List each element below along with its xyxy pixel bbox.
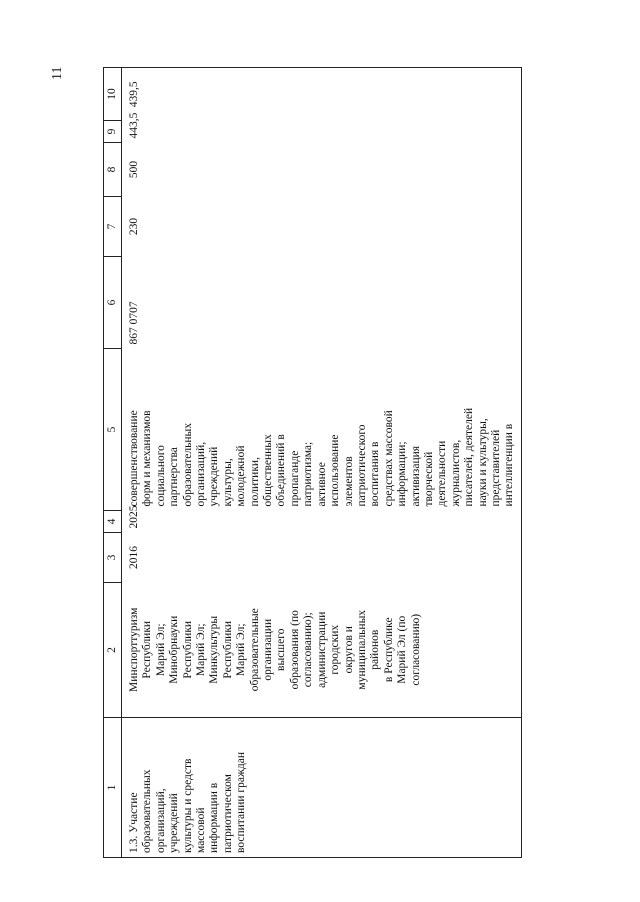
cell-line: общественных xyxy=(262,434,275,507)
cell-line: Минобрнауки xyxy=(168,615,181,684)
start-year-cell: 2016 xyxy=(122,533,522,583)
cell-line: образовательных xyxy=(141,769,154,853)
cell-line: воспитании граждан xyxy=(235,751,248,853)
cell-line: Марий Эл; xyxy=(195,623,208,677)
program-table xyxy=(103,67,522,858)
column-header-8: 8 xyxy=(104,143,122,197)
rotated-table-container xyxy=(103,68,543,858)
end-year-cell: 2025 xyxy=(122,511,522,533)
cell-line: округов и xyxy=(342,626,355,674)
cell-line: представителей xyxy=(489,429,502,507)
column-header-4: 4 xyxy=(104,511,122,533)
cell-line: использование xyxy=(329,434,342,507)
table-row xyxy=(122,68,522,858)
cell-line: муниципальных xyxy=(355,609,368,690)
cell-line: Марий Эл; xyxy=(235,623,248,677)
cell-line: учреждений xyxy=(208,446,221,507)
budget-code-cell: 867 0707 xyxy=(122,257,522,349)
cell-line: Марий Эл; xyxy=(154,623,167,677)
cell-line: районов xyxy=(369,629,382,670)
cell-line: городских xyxy=(329,624,342,675)
column-header-9: 9 xyxy=(104,121,122,143)
cell-line: согласованию); xyxy=(302,612,315,688)
amount-cell-8: 500 xyxy=(122,143,522,197)
cell-line: Республики xyxy=(181,620,194,679)
cell-line: 1.3. Участие xyxy=(128,792,140,853)
amount-cell-9: 443,5 xyxy=(122,121,522,143)
cell-line: Марий Эл (по xyxy=(396,615,409,684)
cell-line: организаций, xyxy=(195,441,208,507)
column-number-row xyxy=(104,68,122,858)
cell-line: элементов xyxy=(342,456,355,507)
column-header-5: 5 xyxy=(104,349,122,511)
column-header-6: 6 xyxy=(104,257,122,349)
cell-line: деятельности xyxy=(436,440,449,507)
cell-line: интеллигенции в xyxy=(503,423,516,507)
column-header-2: 2 xyxy=(104,583,122,718)
cell-line: социального xyxy=(154,445,167,507)
cell-line: информации; xyxy=(396,441,409,507)
cell-line: администрации xyxy=(315,611,328,688)
cell-line: образования (по xyxy=(288,610,301,690)
cell-line: массовой xyxy=(195,807,208,853)
responsible-executors-cell xyxy=(122,583,522,718)
cell-line: культуры, xyxy=(221,458,234,507)
column-header-10: 10 xyxy=(104,68,122,121)
cell-line: средствах массовой xyxy=(382,410,395,507)
amount-cell-7: 230 xyxy=(122,197,522,257)
cell-line: культуры и средств xyxy=(181,758,194,853)
cell-line: в Республике xyxy=(382,617,395,683)
cell-line: информации в xyxy=(208,782,221,853)
cell-line: творческой xyxy=(422,451,435,507)
column-header-1: 1 xyxy=(104,718,122,858)
cell-line: Минспорттуризм xyxy=(128,607,140,692)
cell-line: организации xyxy=(262,618,275,681)
cell-line: писателей, деятелей xyxy=(463,407,476,507)
cell-line: Минкультуры xyxy=(208,615,221,684)
page-number: 11 xyxy=(50,66,65,80)
cell-line: активное xyxy=(315,462,328,507)
cell-line: журналистов, xyxy=(449,439,462,507)
cell-line: молодежной xyxy=(235,445,248,507)
cell-line: согласованию) xyxy=(409,613,422,686)
measure-name-cell xyxy=(122,718,522,858)
cell-line: патриотизма; xyxy=(302,441,315,507)
expected-result-cell xyxy=(122,349,522,511)
cell-line: Республики xyxy=(221,620,234,679)
cell-line: партнерства xyxy=(168,447,181,507)
cell-line: совершенствование xyxy=(128,410,140,507)
cell-line: науки и культуры, xyxy=(476,418,489,507)
cell-line: Республики xyxy=(141,620,154,679)
cell-line: политики, xyxy=(248,457,261,507)
cell-line: форм и механизмов xyxy=(141,410,154,507)
cell-line: пропаганде xyxy=(288,450,301,507)
cell-line: воспитания в xyxy=(369,441,382,507)
cell-line: учреждений xyxy=(168,793,181,853)
cell-line: организаций, xyxy=(154,788,167,853)
cell-line: образовательные xyxy=(248,608,261,692)
cell-line: объединений в xyxy=(275,434,288,507)
cell-line: образовательных xyxy=(181,422,194,507)
cell-line: высшего xyxy=(275,628,288,671)
cell-line: патриотическом xyxy=(221,774,234,853)
amount-cell-10: 439,5 xyxy=(122,68,522,121)
cell-line: активизация xyxy=(409,445,422,507)
column-header-3: 3 xyxy=(104,533,122,583)
column-header-7: 7 xyxy=(104,197,122,257)
cell-line: патриотического xyxy=(355,424,368,507)
